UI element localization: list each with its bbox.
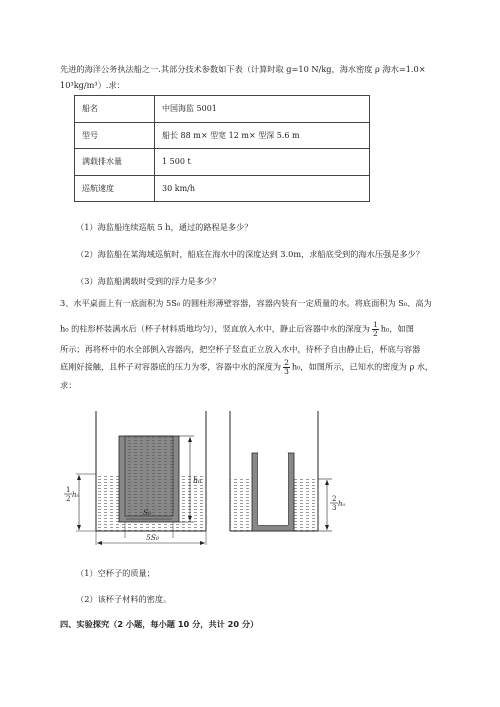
intro-line-2: 10³kg/m³）.求： [60, 80, 125, 90]
section-4-heading: 四、实验探究（2 小题，每小题 10 分，共计 20 分） [60, 619, 259, 629]
q3-line-1: 3、水平桌面上有一底面积为 5S₀ 的圆柱形薄壁容器，容器内装有一定质量的水。将底面积为 S₀、高为 [60, 298, 432, 308]
label-5s0: 5S₀ [146, 533, 159, 542]
table-value: 船长 88 m× 型宽 12 m× 型深 5.6 m [155, 122, 370, 149]
q3-line-4-b: h₀，如图所示，已知水的密度为 ρ 水， [291, 361, 434, 372]
q3-line-2 [60, 321, 414, 338]
q3-line-5: 求： [60, 380, 77, 390]
table-value: 30 km/h [155, 175, 370, 202]
table-row [75, 149, 370, 176]
table-row [75, 122, 370, 149]
label-twothird-var: h₀ [338, 500, 346, 508]
table-key: 船名 [75, 96, 155, 123]
label-twothird-den: 3 [332, 504, 337, 512]
table-value: 中国海监 5001 [155, 96, 370, 123]
label-half-num: 1 [66, 486, 71, 494]
q3-line-2-b: h₀，如图 [380, 323, 414, 334]
q3-line-3: 所示；再将杯中的水全部倒入容器内，把空杯子竖直正立放入水中，待杯子自由静止后，杯底与容器 [60, 344, 421, 354]
q2-sub-3: （3）海监船满载时受到的浮力是多少？ [76, 276, 221, 286]
q3-sub-2: （2）该杯子材料的密度。 [76, 594, 172, 604]
table-row [75, 96, 370, 123]
table-key: 巡航速度 [75, 175, 155, 202]
table-key: 型号 [75, 122, 155, 149]
label-half-var: h₀ [72, 491, 80, 499]
fraction-one-half: $\frac{1}{2}$ [373, 320, 378, 338]
q3-line-4-a: 底刚好接触，且杯子对容器底的压力为零，容器中水的深度为 [60, 361, 282, 372]
label-twothird-num: 2 [332, 495, 337, 503]
spec-table [74, 95, 370, 202]
q3-line-2-a: h₀ 的柱形杯装满水后（杯子材料质地均匀），竖直放入水中，静止后容器中水的深度为 [60, 323, 370, 334]
table-row [75, 175, 370, 202]
q2-sub-2: （2）海监船在某海域巡航时，船底在海水中的深度达到 3.0m，求船底受到的海水压强是多少？ [76, 249, 424, 259]
figure-cup-floating [62, 403, 212, 553]
intro-line-1: 先进的海洋公务执法船之一.其部分技术参数如下表（计算时取 g=10 N/kg，海水密度 ρ 海水=1.0× [60, 64, 426, 74]
table-key: 满载排水量 [75, 149, 155, 176]
q3-sub-1: （1）空杯子的质量； [76, 568, 155, 578]
table-value: 1 500 t [155, 149, 370, 176]
q3-line-4 [60, 359, 433, 376]
label-half-den: 2 [66, 495, 71, 503]
q2-sub-1: （1）海监船连续巡航 5 h，通过的路程是多少？ [76, 222, 253, 232]
figure-cup-empty [222, 403, 352, 538]
label-h0: h₀ [193, 476, 202, 485]
fraction-two-thirds: $\frac{2}{3}$ [284, 358, 289, 376]
label-s0: S₀ [143, 508, 152, 517]
